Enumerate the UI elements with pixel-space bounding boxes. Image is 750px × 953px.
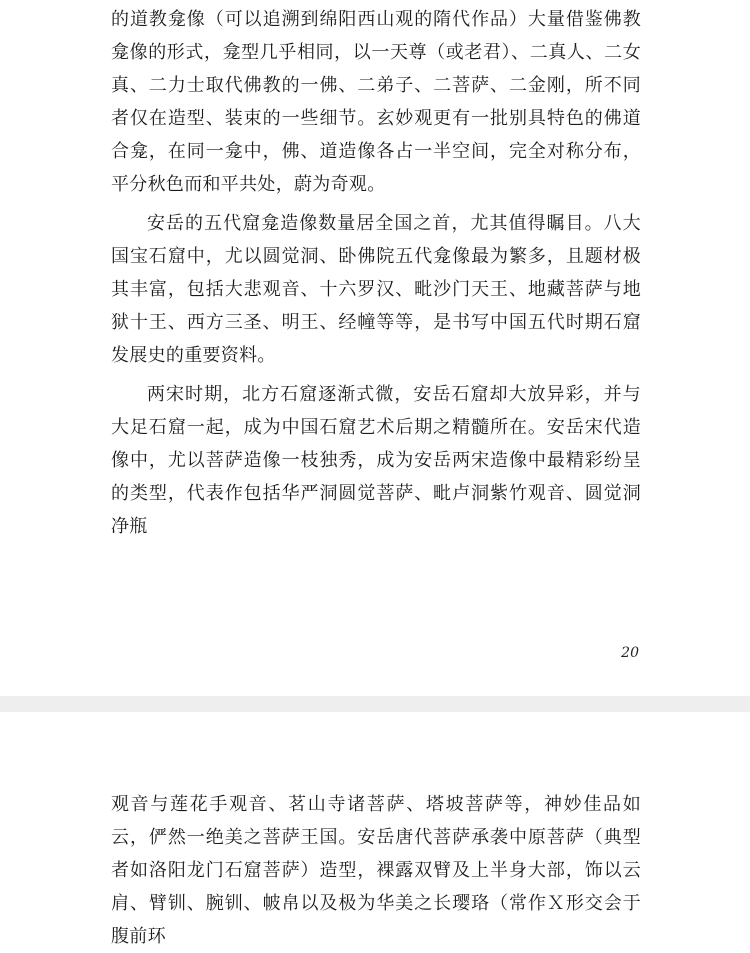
paragraph-2: 安岳的五代窟龛造像数量居全国之首，尤其值得瞩目。八大国宝石窟中，尤以圆觉洞、卧佛院五代龛像最为繁多，且题材极其丰富，包括大悲观音、十六罗汉、毗沙门天王、地藏菩萨与地狱十王、西方三圣、明王、经幢等等，是书写中国五代时期石窟发展史的重要资料。 [111, 213, 641, 366]
paragraph-1: 的道教龛像（可以追溯到绵阳西山观的隋代作品）大量借鉴佛教龛像的形式，龛型几乎相同，以一天尊（或老君）、二真人、二女真、二力士取代佛教的一佛、二弟子、二菩萨、二金刚，所不同者仅在造型、装束的一些细节。玄妙观更有一批别具特色的佛道合龛，在同一龛中，佛、道造像各占一半空间，完全对称分布，平分秋色而和平共处，蔚为奇观。 [111, 9, 641, 195]
paragraph-continued: 观音与莲花手观音、茗山寺诸菩萨、塔坡菩萨等，神妙佳品如云，俨然一绝美之菩萨王国。安岳唐代菩萨承袭中原菩萨（典型者如洛阳龙门石窟菩萨）造型，裸露双臂及上半身大部，饰以云肩、臂钏、腕钏、帔帛以及极为华美之长璎珞（常作Ｘ形交会于腹前环 [111, 794, 641, 947]
document-page-bottom [0, 712, 750, 947]
page-separator [0, 696, 750, 712]
body-text [111, 3, 641, 543]
paragraph-3: 两宋时期，北方石窟逐渐式微，安岳石窟却大放异彩，并与大足石窟一起，成为中国石窟艺术后期之精髓所在。安岳宋代造像中，尤以菩萨造像一枝独秀，成为安岳两宋造像中最精彩纷呈的类型，代表作包括华严洞圆觉菩萨、毗卢洞紫竹观音、圆觉洞净瓶 [111, 384, 641, 537]
page-number: 20 [621, 645, 639, 661]
body-text [111, 788, 641, 953]
